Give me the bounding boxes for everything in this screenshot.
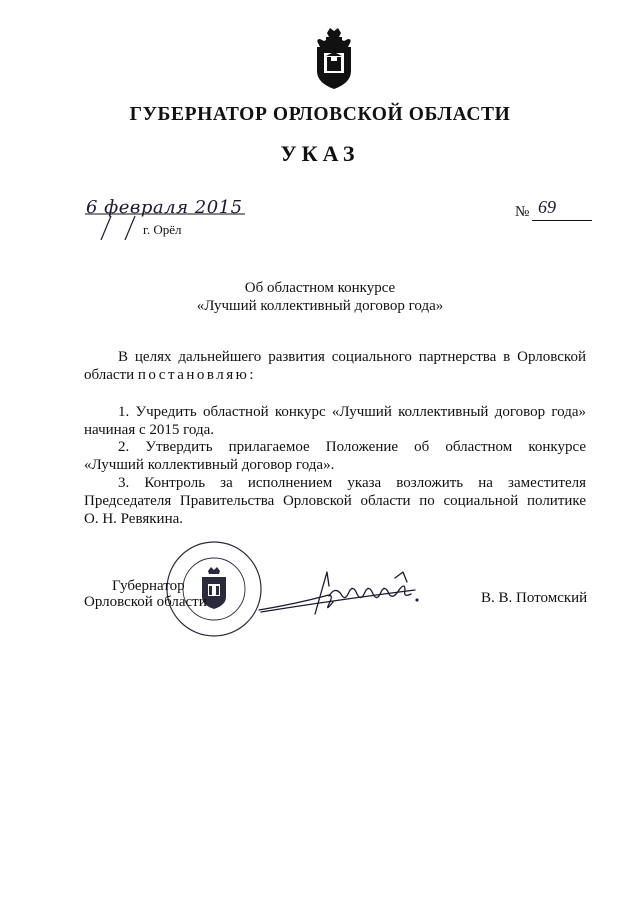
orel-coat-of-arms-emblem <box>312 27 356 91</box>
item-2-line-1: 2. Утвердить прилагаемое Положение об областном конкурсе <box>118 439 586 455</box>
item-2-line-2: «Лучший коллективный договор года». <box>84 457 335 473</box>
item-3-line-3: О. Н. Ревякина. <box>84 511 184 527</box>
intro-paragraph-line-1: В целях дальнейшего развития социального партнерства в Орловской <box>118 349 586 365</box>
city-label: г. Орёл <box>143 222 182 237</box>
issuer-title: ГУБЕРНАТОР ОРЛОВСКОЙ ОБЛАСТИ <box>129 104 511 125</box>
signatory-name: В. В. Потомский <box>481 590 588 606</box>
item-1-line-2: начиная с 2015 года. <box>84 422 215 438</box>
item-1-line-1: 1. Учредить областной конкурс «Лучший коллективный договор года» <box>118 404 586 420</box>
item-3-line-2: Председателя Правительства Орловской области по социальной политике <box>84 493 586 509</box>
decree-verb: постановляю: <box>137 367 257 383</box>
number-underline <box>532 220 592 221</box>
signatory-position-line-2: Орловской области <box>84 594 207 610</box>
number-label: № <box>515 204 530 220</box>
subject-line-1: Об областном конкурсе <box>244 280 396 296</box>
signatory-position-line-1: Губернатор <box>112 578 185 594</box>
intro-paragraph-line-2 <box>84 366 586 384</box>
item-3-line-1: 3. Контроль за исполнением указа возложить на заместителя <box>118 475 586 491</box>
handwritten-number: 69 <box>538 197 556 217</box>
handwritten-date: 6 февраля 2015 <box>86 197 243 218</box>
document-type: УКАЗ <box>280 141 360 166</box>
handwritten-signature <box>255 568 430 620</box>
subject-line-2: «Лучший коллективный договор года» <box>196 298 444 314</box>
intro-prefix: области <box>84 367 135 383</box>
